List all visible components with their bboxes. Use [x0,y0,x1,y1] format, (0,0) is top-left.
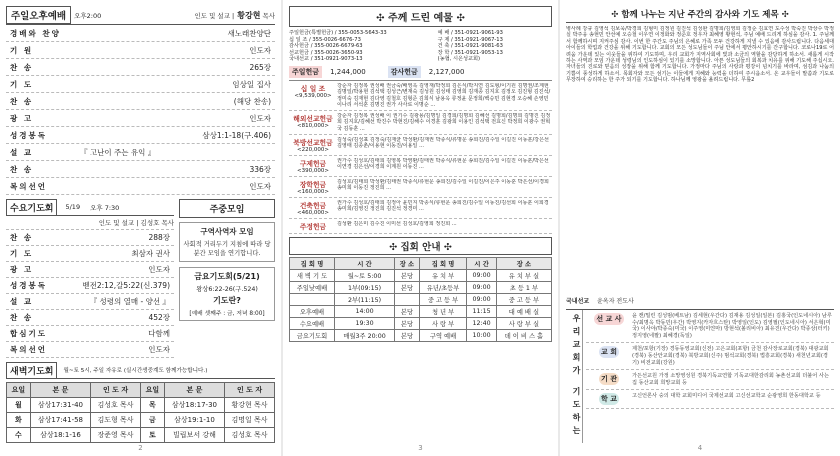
offering-block [289,177,552,198]
wednesday-time: 오후 7:30 [90,203,120,212]
meeting-cell: 19:30 [334,318,394,330]
prayer-target-row [586,343,834,370]
order-row [6,144,275,161]
prayer-target-label: 선 교 사 [596,315,622,323]
sunday-offering-value: 1,244,000 [330,67,366,76]
meeting-cell: 오후예배 [290,306,335,318]
meeting-cell: 10:00 [467,330,496,342]
offering-donors: 김성숙/김성표 김정숙/김재균 박성환/김재권 박종식/류명운 송희진/김수일 이길진 이동훈/강은선 김영태 김종춘/이용현 이동진/이용일 ... [337,137,549,150]
meeting-row [290,282,552,294]
offering-label: 구제헌금 [299,160,327,169]
dawn-cell: 금 [140,413,164,428]
wed-item-name: 찬 송 [10,233,34,242]
meeting-cell: 매월3주 20:00 [334,330,394,342]
wednesday-leader: 인도 및 설교 | 김성호 목사 [6,216,174,230]
friday-prayer-title: 금요기도회(5/21) [194,272,260,281]
wed-order-row [6,230,174,246]
prayer-topics-body: 병사례 강규 김영석 김보욱/박경희 김형미 김정원 김진석 김성완 김명희/김영희 김정순 김효연 도수성 박숙진 박상수 박정실 박주웅 송현민 안선예 오승철 이우연 이정화와 정준호 정우자 최혜영 황현석, 주님 예배 드리게 하심을 감사. 1. 주님께서 함께하시며 지켜주심 감사. 이번 한 주간도 주님의 은혜로 가족 모두 건강하게 지낼 수 있음에 감사드립니다. 다음세대 아이들의 학업과 건강을 위해 기도합니다. 교회의 모든 성도님들이 주님 안에서 평안하시기를 간구합니다. 코로나19로 어려움 가운데 있는 이웃들을 위하여 기도하며, 우리 교회가 지역사회에 빛과 소금의 역할을 감당하게 하소서. 새롭게 시작하는 사역과 모임 가운데 성령님의 인도하심이 있기를 소망합니다. 아픈 성도님들의 회복과 치유를 위해 기도해 주십시오. 자녀들의 진로와 믿음의 성장을 위해 함께 기도합니다. 가정마다 주님의 사랑과 평강이 넘치기를 바라며, 섬김과 나눔의 기쁨이 풍성하게 하소서. 목회자와 모든 섬기는 이들에게 지혜와 능력을 더하여 주시옵소서. 온 교우들이 말씀과 기도로 무장하여 승리하는 한 주가 되기를 기도합니다. 하나님께 영광을 올려드립니다. 무릎2 [566,26,834,84]
prayer-target-category [586,393,632,405]
dawn-row [7,428,275,443]
meeting-cell: 12:40 [467,318,496,330]
meeting-cell: 초 등 1 부 [496,282,551,294]
page-4 [560,0,840,456]
meeting-header-cell: 집 회 명 [419,258,467,270]
meeting-cell: 중 고 등 부 [496,294,551,306]
offering-label: 장학헌금 [299,181,327,190]
page-number: 2 [138,444,143,452]
prayer-target-category [586,313,632,339]
meeting-cell: 월~토 5:00 [334,270,394,282]
bank-line: 선교헌금 / 355-0026-3650-93 [289,49,363,56]
wed-item-value: 다함께 [148,329,170,338]
bank-line: 주일헌금(특별헌금) / 355-0053-5643-33 [289,30,387,36]
leader-label: 인도 및 설교 | [194,11,235,20]
meeting-cell: 수요예배 [290,318,335,330]
order-item-value: 인도자 [249,181,271,191]
offering-block [289,135,552,156]
order-item-name: 찬 송 [10,62,34,72]
dawn-header-cell: 인 도 자 [91,383,141,398]
prayer-topics-title: ✣ 함께 나누는 지난 주간의 감사와 기도 제목 ✣ [566,6,834,23]
clover-icon: ✣ [611,10,619,20]
offering-donors: 권가수 김성호/김태희 김영복 박영환/김태권 박종식/류현문 송희진/김수일 이길진 이동훈/박은선 이연경 김은선/이경희 이계원 이동진 ... [337,158,549,171]
bank-accounts [289,30,552,63]
offering-amount: <220,000> [297,147,329,154]
meeting-cell: 유 치 부 실 [496,270,551,282]
order-item-value: 임상일 집사 [232,79,271,89]
wed-item-value: 452장 [148,313,170,322]
order-item-value: 새노래찬양단 [227,28,271,38]
prayer-targets [566,309,834,443]
offering-block-label [289,221,337,231]
weekly-meetings [179,199,275,358]
meeting-cell: 금요기도회 [290,330,335,342]
bank-line: 구 제 / 351-0921-9067-13 [437,36,503,43]
afternoon-service-title: 주일오후예배 [6,6,71,24]
order-item-name: 기 도 [10,79,34,89]
offering-label: 주정헌금 [299,223,327,232]
meeting-cell: 주일낮예배 [290,282,335,294]
meeting-cell: 중 고 등 부 [419,294,467,306]
meeting-cell: 유년/초등부 [419,282,467,294]
meeting-header-cell: 집 회 명 [290,258,335,270]
page-3 [283,0,558,456]
order-item-name: 찬 송 [10,96,34,106]
meeting-cell [290,294,335,306]
order-row [6,178,275,195]
dawn-prayer-table [6,382,275,443]
prayer-target-label: 학 교 [601,395,617,404]
meeting-header-cell: 시 간 [467,258,496,270]
offering-label: 건축헌금 [299,202,327,211]
bank-line: 예 배 / 351-0921-9061-93 [437,30,503,36]
offering-amount: <9,539,000> [294,92,332,99]
order-item-value: 삼상1:1-18(구.406) [202,130,271,140]
meeting-row [290,294,552,306]
page-2 [0,0,281,456]
dawn-cell: 김성호 목사 [225,428,275,443]
meeting-cell: 구역 예배 [419,330,467,342]
wed-order-row [6,310,174,326]
offering-blocks [289,81,552,234]
sunday-offering-label: 주일헌금 [289,66,322,78]
bank-line: 감사헌금 / 355-0026-6679-63 [289,43,363,50]
wed-item-value: 인도자 [148,345,170,354]
prayer-targets-side-label: 우리교회가 기도하는 [566,310,583,443]
offering-label: 해외선교헌금 [293,115,333,124]
offering-block-label [289,158,337,174]
leader-name: 황강현 [237,10,261,20]
offering-title: ✣ 주께 드린 예물 ✣ [289,6,552,27]
wednesday-title: 수요기도회 [6,199,57,216]
order-item-name: 복의선언 [10,181,47,191]
dawn-cell: 토 [140,428,164,443]
weekly-meetings-title: 주중모임 [179,199,275,218]
meeting-cell: 데 이 비 스 홀 [496,330,551,342]
meeting-header-cell: 시 간 [334,258,394,270]
wed-order-row [6,246,174,262]
meeting-row [290,330,552,342]
meeting-header-cell: 장 소 [496,258,551,270]
dawn-prayer-title: 새벽기도회 [6,362,57,379]
meeting-cell: 본당 [395,282,420,294]
prayer-target-row [586,390,834,409]
offering-label: 십 일 조 [300,84,326,93]
meeting-cell: 사 랑 부 실 [496,318,551,330]
friday-prayer-ref: 왕상6:22-26(구.524) [196,286,258,293]
friday-prayer-topic: 기도란? [213,296,241,305]
dawn-cell: 장준영 목사 [91,428,141,443]
offering-block [289,219,552,234]
meeting-cell: 본당 [395,270,420,282]
domestic-mission-row [566,296,834,305]
offering-block [289,111,552,135]
dawn-cell: 김명일 목사 [225,413,275,428]
dawn-cell: 삼상18:1-16 [30,428,90,443]
offering-block-label [289,83,337,108]
wednesday-date: 5/19 [65,203,81,211]
wed-order-row [6,326,174,342]
cell-leader-title: 구역사역자 모임 [200,227,254,236]
meeting-header-cell: 장 소 [395,258,420,270]
thanks-offering-value: 2,127,000 [428,67,465,76]
wed-order-row [6,294,174,310]
clover-icon: ✣ [456,13,465,24]
order-item-name: 경배와 찬양 [10,28,61,38]
wed-order-row [6,342,174,358]
offering-donors: 강순자 김정복 권성배 이 권기수 김광용/김명일 김경희/김명희 김혜선 김명희/김명희 김명진 김정희 김지호/김혜선 박진수 박현진/김해수 이경훈 김광희 이용인 김석택 전효신 박정희 이광수 권혁국 김동훈 ... [337,113,551,132]
meeting-cell: 청 년 부 [419,306,467,318]
wed-item-name: 합심기도 [10,329,47,338]
order-row [6,42,275,59]
bank-line: (농협, 시온성교회) [437,56,481,63]
prayer-target-label: 교 회 [601,348,617,357]
bank-line: 국내선교 / 351-0921-9073-13 [289,56,363,63]
meeting-cell: 09:00 [467,294,496,306]
offering-amount: <390,000> [297,168,329,175]
prayer-target-category [586,346,632,366]
dawn-row [7,413,275,428]
dawn-cell: 삼상18:17-30 [164,398,224,413]
offering-block-label [289,200,337,216]
dawn-cell: 삼상17:31-40 [30,398,90,413]
dawn-cell: 김도형 목사 [91,413,141,428]
afternoon-order-list [6,25,275,195]
order-row [6,59,275,76]
prayer-target-list: 가든선교원 가정 소망영성원 경북기독교연합 기독교대한감리회 농촌선교회 더불어 사는 집 동산교회 희망교회 등 [632,373,829,386]
clover-icon: ✣ [376,13,385,24]
dawn-header-cell: 요일 [7,383,31,398]
meeting-cell: 사 랑 부 [419,318,467,330]
order-row [6,76,275,93]
wed-item-name: 찬 송 [10,313,34,322]
order-item-name: 설 교 [10,147,34,157]
prayer-target-list: 제천/포항(기장) 경동동영교회(신전) 고은교회(포항) 금천 감사장로교회(경북) 대광교회(경북) 동산안교회(경북) 북방교회(신주) 범석교회(경북) 법흥교회(경북) 새천년교회(경기) 비전교회(강원) [632,346,829,366]
meeting-cell [395,294,420,306]
order-item-value: 265장 [249,62,271,72]
wednesday-section [6,199,174,358]
wed-item-name: 복의선언 [10,345,47,354]
dawn-cell: 목 [140,398,164,413]
prayer-target-list: 윤 캔/밀린 김성범(베트남) 김세현(우간다) 김재용 김성일(일본) 김홍국(인도네시아) 남루수/최명옥 박동민(우간) 박영지(카자흐스탄) 박영일(인도) 김영필(인도네시아) 서은혁(미국) 이사야/박종숙(미국) 이주영(미얀마) 방현석(볼리비아) 최유진(우간다) 박종상(터키) 정지영(네팔) 최혜경(독일) [632,313,832,339]
wed-item-value: 최삼자 권사 [131,249,170,258]
wed-item-value: 288장 [148,233,170,242]
order-item-value: (해당 찬송) [233,96,271,106]
meeting-cell: 2부(11:15) [334,294,394,306]
offering-amount: <810,000> [297,123,329,130]
dawn-cell: 삼상17:41-58 [30,413,90,428]
offering-donors: 강순자 김정복 권성배 권금숙/배영옥 김영재/박정희 김은식/박지연 김도형/이기원 김명권/조계현 김명일/박용현 김석택 김성근/변재숙 김성원 김성태 김영희 김재종 김지호 김정오 김진형 김진석/정미숙 김재현 김다영 김철호 김형준 김희식 남용옥 류정윤 문정희/백승민 김현경 오승혜 손영민 이나리 서석훈 김명진 권가 사사로 이명순 ... [337,82,551,108]
offering-block-label [289,113,337,132]
order-row [6,110,275,127]
clover-icon: ✣ [389,242,398,254]
bank-line: 장 학 / 351-0921-9053-13 [437,49,503,56]
prayer-target-list: 고신언론사 숭의 대학 교회미디어 국제선교회 고신선교학교 순광영희 한동대학교 등 [632,393,821,400]
domestic-mission-label: 국내선교 [566,298,590,305]
bank-line: 건 축 / 351-0921-9081-63 [437,43,503,50]
meeting-cell: 14:00 [334,306,394,318]
meeting-cell: 유 치 부 [419,270,467,282]
order-row [6,127,275,144]
wed-order-row [6,278,174,294]
meeting-cell: 1부(09:15) [334,282,394,294]
afternoon-service-time: 오후2:00 [74,11,102,20]
cell-leader-text: 사회적 거리두기 지침에 따라 당분간 모임을 연기합니다. [183,241,271,257]
offering-block [289,81,552,111]
dawn-cell: 삼상19:1-10 [164,413,224,428]
meeting-cell: 새 벽 기 도 [290,270,335,282]
wed-item-name: 설 교 [10,297,34,306]
order-item-middle: 『 고난이 주는 유익 』 [80,147,156,157]
page-number: 4 [697,444,703,452]
order-item-value: 336장 [249,164,271,174]
leader-title: 목사 [262,11,275,20]
meeting-row [290,318,552,330]
offering-amount: <460,000> [297,210,329,217]
order-item-value: 인도자 [249,113,271,123]
wed-item-value: 벧전2:12,갈5:22(신.379) [82,281,170,290]
prayer-target-category [586,373,632,386]
dawn-cell: 월 [7,398,31,413]
order-item-name: 성경봉독 [10,130,47,140]
wed-item-value: 『 성령의 열매 - 양선 』 [89,297,170,306]
order-item-name: 찬 송 [10,164,34,174]
dawn-prayer-section [6,362,275,443]
order-row [6,93,275,110]
order-item-name: 광 고 [10,113,34,123]
offering-block [289,198,552,219]
meeting-row [290,306,552,318]
bank-line: 십 일 조 / 355-0026-6676-73 [289,36,361,43]
order-row [6,161,275,178]
wed-order-row [6,262,174,278]
dawn-header-cell: 본 문 [164,383,224,398]
meeting-cell: 대 예 배 실 [496,306,551,318]
dawn-prayer-sub: 월~토 5시, 주일 자유로 (실시간생중계도 함께가능합니다.) [63,368,208,374]
offering-amount: <160,000> [297,189,329,196]
dawn-header-cell: 요일 [140,383,164,398]
meeting-cell: 본당 [395,306,420,318]
dawn-header-cell: 인 도 자 [225,383,275,398]
dawn-cell: 화 [7,413,31,428]
wed-item-name: 기 도 [10,249,34,258]
clover-icon: ✣ [781,10,789,20]
offering-block-label [289,137,337,153]
dawn-cell: 황강현 목사 [225,398,275,413]
meeting-cell: 11:15 [467,306,496,318]
dawn-header-cell: 본 문 [30,383,90,398]
offering-label: 북방선교헌금 [293,139,333,148]
wednesday-order-list [6,230,174,358]
sunday-offering-row [289,66,552,81]
offering-block-label [289,179,337,195]
dawn-row [7,398,275,413]
offering-donors: 권가수 김성호/김태희 김정아 윤민지 박종식/류현운 송희진/김수일 이동진/김선희 이동훈 이희경 송미희/김영진 정진희 김진석 정경미 ... [337,200,549,213]
meeting-table [289,257,552,342]
dawn-cell: 수 [7,428,31,443]
prayer-target-row [586,370,834,390]
friday-prayer-box [179,267,275,321]
dawn-cell: 김성호 목사 [91,398,141,413]
meeting-cell: 09:00 [467,282,496,294]
meeting-title: ✣ 집회 안내 ✣ [289,237,552,255]
domestic-mission-text: 윤옥자 전도사 [597,298,634,305]
meeting-cell: 본당 [395,330,420,342]
wed-item-value: 인도자 [148,265,170,274]
dawn-cell: 빌립보서 강해 [164,428,224,443]
offering-donors: 김성호/김태희 박성환/김태권 박종식/류현운 송희진/김수일 이길진/이은주 이동훈 박은선/이경희 송미희 이동진 정진희 ... [337,179,549,192]
wed-item-name: 광 고 [10,265,34,274]
friday-prayer-note: [예배 셋째주 : 금, 저녁 8:00] [189,311,265,317]
prayer-target-row [586,310,834,343]
page-number: 3 [418,444,423,452]
clover-icon: ✣ [443,242,452,254]
meeting-row [290,270,552,282]
meeting-cell: 본당 [395,318,420,330]
thanks-offering-label: 감사헌금 [388,66,421,78]
order-row [6,25,275,42]
cell-leader-box [179,222,275,262]
prayer-target-label: 기 관 [601,375,617,384]
meeting-cell: 09:00 [467,270,496,282]
afternoon-service-header [6,6,275,25]
order-item-name: 기 원 [10,45,34,55]
order-item-value: 인도자 [249,45,271,55]
wed-item-name: 성경봉독 [10,281,47,290]
offering-donors: 김성환 김은미 김수진 이미선 김성호/김영희 정진희 ... [337,221,457,228]
offering-block [289,156,552,177]
